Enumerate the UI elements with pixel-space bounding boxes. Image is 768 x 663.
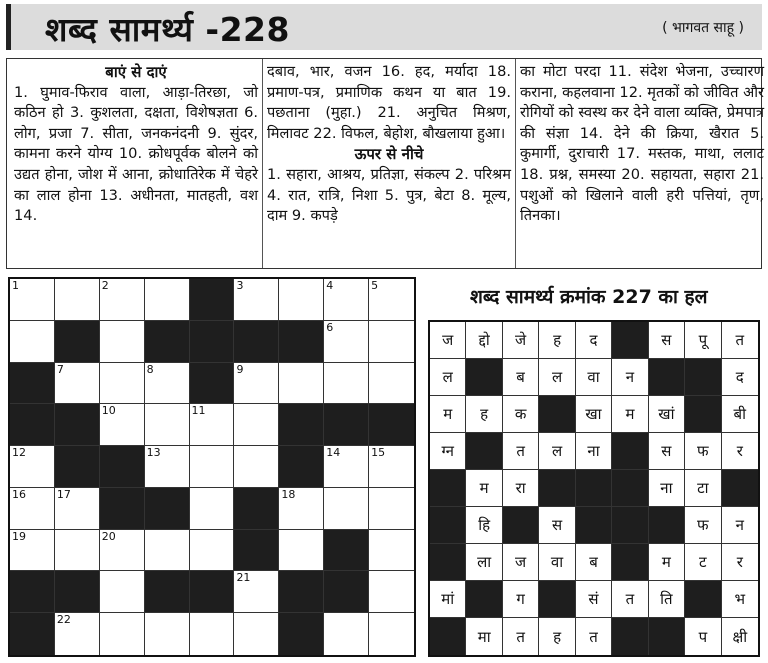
- solution-cell-black: [612, 618, 648, 655]
- grid-cell-black: [279, 404, 324, 446]
- grid-cell[interactable]: [234, 613, 279, 655]
- solution-cell-black: [576, 507, 612, 544]
- solution-cell-black: [576, 470, 612, 507]
- grid-cell[interactable]: [279, 530, 324, 572]
- grid-cell[interactable]: [324, 363, 369, 405]
- solution-cell: त: [722, 322, 758, 359]
- grid-cell[interactable]: [10, 446, 55, 488]
- grid-cell[interactable]: [100, 404, 145, 446]
- grid-cell[interactable]: [190, 404, 235, 446]
- clue-number: 10: [101, 404, 116, 418]
- clue-number: 13: [146, 446, 161, 460]
- solution-cell: सं: [576, 581, 612, 618]
- header-banner: [6, 4, 762, 50]
- grid-cell[interactable]: [324, 279, 369, 321]
- solution-cell: र: [722, 544, 758, 581]
- solution-cell: वा: [576, 359, 612, 396]
- clues-column-2: [267, 62, 511, 227]
- grid-cell[interactable]: [100, 363, 145, 405]
- grid-cell[interactable]: [145, 404, 190, 446]
- grid-cell-black: [324, 530, 369, 572]
- solution-cell: ल: [539, 359, 575, 396]
- grid-cell-black: [234, 488, 279, 530]
- solution-cell-black: [430, 470, 466, 507]
- grid-cell[interactable]: [145, 530, 190, 572]
- solution-cell: भ: [722, 581, 758, 618]
- grid-cell[interactable]: [369, 321, 414, 363]
- grid-cell[interactable]: [190, 613, 235, 655]
- grid-cell[interactable]: [369, 279, 414, 321]
- grid-cell[interactable]: [369, 571, 414, 613]
- clue-number: 14: [326, 446, 341, 460]
- grid-cell-black: [10, 404, 55, 446]
- grid-cell-black: [369, 404, 414, 446]
- solution-cell: हि: [466, 507, 502, 544]
- solution-cell: म: [649, 544, 685, 581]
- solution-cell: ग: [503, 581, 539, 618]
- grid-cell[interactable]: [369, 363, 414, 405]
- grid-cell-black: [279, 571, 324, 613]
- grid-cell-black: [55, 446, 100, 488]
- solution-cell-black: [722, 470, 758, 507]
- solution-cell-black: [430, 544, 466, 581]
- solution-cell: त: [503, 618, 539, 655]
- solution-cell: क: [503, 396, 539, 433]
- grid-cell[interactable]: [234, 404, 279, 446]
- puzzle-title: शब्द सामर्थ्य -228: [45, 10, 290, 49]
- solution-cell: रा: [503, 470, 539, 507]
- clue-number: 7: [56, 362, 64, 376]
- grid-cell-black: [234, 530, 279, 572]
- grid-cell[interactable]: [10, 488, 55, 530]
- solution-cell: पू: [685, 322, 721, 359]
- solution-cell: ज: [430, 322, 466, 359]
- solution-cell: वा: [539, 544, 575, 581]
- solution-cell-black: [612, 433, 648, 470]
- solution-cell: मा: [466, 618, 502, 655]
- column-divider: [262, 59, 263, 268]
- solution-grid: [428, 320, 760, 657]
- clue-number: 18: [281, 487, 296, 501]
- grid-cell[interactable]: [145, 446, 190, 488]
- across-clues-part2: दबाव, भार, वजन 16. हद, मर्यादा 18. प्रमाण-पत्र, प्रमाणिक कथन या बात 19. पछताना (मुहा.) 21. अनुचित मिश्रण, मिलावट 22. विफल, बेहोश, बौखलाया हुआ।: [267, 63, 511, 142]
- clue-number: 15: [371, 446, 386, 460]
- solution-cell-black: [430, 507, 466, 544]
- grid-cell-black: [145, 488, 190, 530]
- grid-cell-black: [190, 321, 235, 363]
- grid-cell-black: [279, 613, 324, 655]
- solution-cell: ट: [685, 544, 721, 581]
- solution-cell-black: [612, 470, 648, 507]
- solution-cell: ल: [430, 359, 466, 396]
- grid-cell-black: [190, 363, 235, 405]
- solution-cell: द: [576, 322, 612, 359]
- grid-cell[interactable]: [369, 530, 414, 572]
- grid-cell[interactable]: [10, 279, 55, 321]
- grid-cell[interactable]: [55, 279, 100, 321]
- solution-cell: ह: [539, 322, 575, 359]
- grid-cell[interactable]: [279, 488, 324, 530]
- solution-cell: न: [612, 359, 648, 396]
- solution-cell: ज: [503, 544, 539, 581]
- grid-cell[interactable]: [279, 279, 324, 321]
- clue-number: 20: [101, 529, 116, 543]
- grid-cell[interactable]: [10, 530, 55, 572]
- solution-cell: ग्न: [430, 433, 466, 470]
- solution-cell-black: [685, 396, 721, 433]
- solution-cell: म: [430, 396, 466, 433]
- grid-cell-black: [100, 446, 145, 488]
- grid-cell[interactable]: [324, 613, 369, 655]
- solution-cell: म: [466, 470, 502, 507]
- clue-number: 12: [12, 446, 26, 460]
- grid-cell[interactable]: [324, 488, 369, 530]
- clues-column-1: [14, 62, 258, 227]
- solution-cell: ति: [649, 581, 685, 618]
- solution-cell-black: [466, 433, 502, 470]
- solution-cell: ना: [649, 470, 685, 507]
- solution-cell: टा: [685, 470, 721, 507]
- solution-cell: म: [612, 396, 648, 433]
- grid-cell-black: [145, 571, 190, 613]
- grid-cell[interactable]: [100, 321, 145, 363]
- grid-cell-black: [10, 363, 55, 405]
- grid-cell[interactable]: [145, 363, 190, 405]
- solution-cell-black: [539, 470, 575, 507]
- grid-cell-black: [100, 488, 145, 530]
- column-divider: [515, 59, 516, 268]
- grid-cell-black: [279, 321, 324, 363]
- grid-cell-black: [190, 279, 235, 321]
- grid-cell[interactable]: [190, 446, 235, 488]
- solution-cell: ह: [539, 618, 575, 655]
- solution-cell: स: [649, 433, 685, 470]
- grid-cell-black: [55, 571, 100, 613]
- solution-title: शब्द सामर्थ्य क्रमांक 227 का हल: [470, 286, 708, 308]
- solution-cell-black: [430, 618, 466, 655]
- solution-cell: मां: [430, 581, 466, 618]
- across-heading: बाएं से दाएं: [105, 63, 167, 81]
- solution-cell: क्षी: [722, 618, 758, 655]
- grid-cell[interactable]: [369, 446, 414, 488]
- down-heading: ऊपर से नीचे: [354, 145, 424, 164]
- grid-cell-black: [55, 321, 100, 363]
- grid-cell[interactable]: [100, 279, 145, 321]
- solution-cell: र: [722, 433, 758, 470]
- solution-cell-black: [539, 396, 575, 433]
- down-clues-part2: का मोटा परदा 11. संदेश भेजना, उच्चारण कराना, कहलवाना 12. मृतकों को जीवित और रोगियों को स्वस्थ कर देने वाला व्यक्ति, प्रेमपात्र की संज्ञा 14. देने की क्रिया, खैरात 5. कुमार्गी, दुराचारी 17. मस्तक, माथा, ललाट 18. प्रश्न, समस्या 20. सहायता, सहारा 21. पशुओं को खिलाने वाली हरी पत्तियां, तृण, तिनका।: [520, 63, 764, 225]
- solution-cell: द: [722, 359, 758, 396]
- solution-cell: द्दो: [466, 322, 502, 359]
- grid-cell-black: [324, 404, 369, 446]
- solution-cell: फ: [685, 433, 721, 470]
- grid-cell[interactable]: [324, 446, 369, 488]
- solution-cell-black: [649, 507, 685, 544]
- grid-cell[interactable]: [279, 363, 324, 405]
- grid-cell[interactable]: [190, 530, 235, 572]
- solution-cell-black: [685, 581, 721, 618]
- clue-number: 3: [236, 279, 244, 292]
- clue-number: 9: [236, 362, 244, 376]
- solution-cell-black: [466, 581, 502, 618]
- clues-panel: [6, 58, 762, 269]
- solution-cell: ल: [539, 433, 575, 470]
- solution-cell-black: [649, 359, 685, 396]
- grid-cell[interactable]: [145, 279, 190, 321]
- solution-cell-black: [649, 618, 685, 655]
- solution-cell: ना: [576, 433, 612, 470]
- solution-cell: न: [722, 507, 758, 544]
- clue-number: 21: [236, 571, 251, 585]
- grid-cell[interactable]: [55, 530, 100, 572]
- clue-number: 19: [12, 529, 26, 543]
- grid-cell[interactable]: [234, 279, 279, 321]
- grid-cell[interactable]: [145, 613, 190, 655]
- solution-cell: स: [649, 322, 685, 359]
- grid-cell[interactable]: [324, 321, 369, 363]
- solution-cell-black: [612, 507, 648, 544]
- author-credit: ( भागवत साहू ): [662, 20, 744, 36]
- clue-number: 8: [146, 362, 154, 376]
- clue-number: 1: [12, 279, 19, 292]
- clues-column-3: [520, 62, 764, 227]
- clue-number: 4: [326, 279, 334, 292]
- solution-cell: त: [576, 618, 612, 655]
- solution-cell: ला: [466, 544, 502, 581]
- grid-cell[interactable]: [234, 363, 279, 405]
- grid-cell[interactable]: [55, 488, 100, 530]
- clue-number: 2: [101, 279, 109, 292]
- solution-cell: खां: [649, 396, 685, 433]
- grid-cell[interactable]: [100, 571, 145, 613]
- clue-number: 6: [326, 320, 334, 334]
- grid-cell[interactable]: [100, 613, 145, 655]
- across-clues-part1: 1. घुमाव-फिराव वाला, आड़ा-तिरछा, जो कठिन हो 3. कुशलता, दक्षता, विशेषज्ञता 6. लोग, प्रजा 7. सीता, जनकनंदनी 9. सुंदर, कामना करने योग्य 10. क्रोधपूर्वक बोलने को उद्यत होना, जोश में आना, क्रोधातिरेक में चेहरे का लाल होना 13. अधीनता, मातहती, वश 14.: [14, 83, 258, 225]
- clue-number: 5: [371, 279, 379, 292]
- grid-cell[interactable]: [10, 321, 55, 363]
- solution-cell: बी: [722, 396, 758, 433]
- solution-cell-black: [685, 359, 721, 396]
- grid-cell-black: [190, 571, 235, 613]
- solution-cell-black: [539, 581, 575, 618]
- solution-cell: ह: [466, 396, 502, 433]
- down-clues-part1: 1. सहारा, आश्रय, प्रतिज्ञा, संकल्प 2. परिश्रम 4. रात, रात्रि, निशा 5. पुत्र, बेटा 8. मूल्य, दाम 9. कपड़े: [267, 165, 511, 225]
- clue-number: 22: [56, 613, 71, 627]
- grid-cell[interactable]: [100, 530, 145, 572]
- solution-cell: ब: [503, 359, 539, 396]
- grid-cell[interactable]: [234, 571, 279, 613]
- solution-cell-black: [503, 507, 539, 544]
- solution-cell: त: [503, 433, 539, 470]
- solution-cell: ब: [576, 544, 612, 581]
- grid-cell-black: [10, 613, 55, 655]
- solution-cell: त: [612, 581, 648, 618]
- grid-cell-black: [279, 446, 324, 488]
- grid-cell-black: [324, 571, 369, 613]
- grid-cell[interactable]: [369, 613, 414, 655]
- solution-cell: फ: [685, 507, 721, 544]
- solution-cell: जे: [503, 322, 539, 359]
- grid-cell-black: [10, 571, 55, 613]
- solution-cell: प: [685, 618, 721, 655]
- solution-cell-black: [612, 544, 648, 581]
- grid-cell[interactable]: [190, 488, 235, 530]
- clue-number: 11: [191, 404, 206, 418]
- solution-cell-black: [612, 322, 648, 359]
- grid-cell[interactable]: [234, 446, 279, 488]
- grid-cell-black: [55, 404, 100, 446]
- solution-cell-black: [466, 359, 502, 396]
- grid-cell[interactable]: [55, 363, 100, 405]
- clue-number: 17: [56, 487, 71, 501]
- grid-cell[interactable]: [369, 488, 414, 530]
- crossword-grid: [8, 277, 416, 657]
- grid-cell[interactable]: [55, 613, 100, 655]
- solution-cell: स: [539, 507, 575, 544]
- grid-cell-black: [234, 321, 279, 363]
- clue-number: 16: [12, 487, 26, 501]
- solution-cell: खा: [576, 396, 612, 433]
- grid-cell-black: [145, 321, 190, 363]
